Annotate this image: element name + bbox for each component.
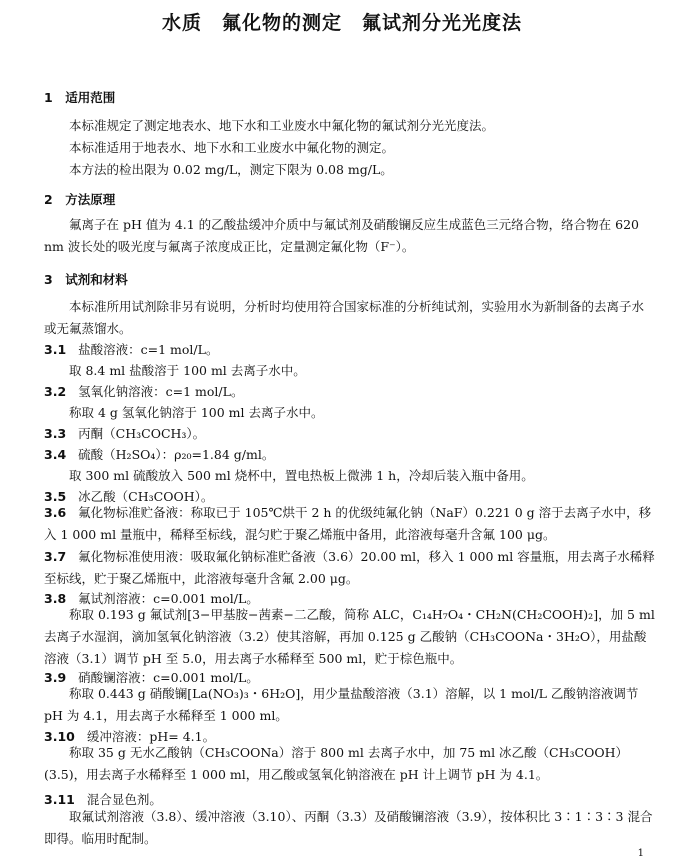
reagents-intro: 本标准所用试剂除非另有说明，分析时均使用符合国家标准的分析纯试剂，实验用水为新制备的去离子水或无氟蒸馏水。 (44, 299, 645, 336)
section-heading-scope: 1 适用范围 (44, 90, 116, 105)
principle-paragraph: 氟离子在 pH 值为 4.1 的乙酸盐缓冲介质中与氟试剂及硝酸镧反应生成蓝色三元络合物，络合物在 620 nm 波长处的吸光度与氟离子浓度成正比，定量测定氟化物（F⁻）。 (44, 217, 640, 254)
item-3-1-body: 取 8.4 ml 盐酸溶于 100 ml 去离子水中。 (69, 363, 306, 378)
scope-line-2: 本标准适用于地表水、地下水和工业废水中氟化物的测定。 (69, 140, 395, 155)
page-number: 1 (637, 848, 644, 859)
item-3-8-body: 称取 0.193 g 氟试剂[3−甲基胺−茜素−二乙酸，简称 ALC，C₁₄H₇O₄・CH₂N(CH₂COOH)₂]，加 5 ml 去离子水湿润，滴加氢氧化钠溶液（3.2）使其溶解，再加 0.125 g 乙酸钠（CH₃COONa・3H₂O），用盐酸溶液（3.1）调节 pH 至 5.0，用去离子水稀释至 500 ml，贮于棕色瓶中。 (44, 607, 655, 666)
item-3-9-body: 称取 0.443 g 硝酸镧[La(NO₃)₃・6H₂O]，用少量盐酸溶液（3.1）溶解，以 1 mol/L 乙酸钠溶液调节 pH 为 4.1，用去离子水稀释至 1 000 ml。 (44, 686, 639, 723)
item-3-4-body: 取 300 ml 硫酸放入 500 ml 烧杯中，置电热板上微沸 1 h，冷却后装入瓶中备用。 (69, 468, 534, 483)
scope-line-1: 本标准规定了测定地表水、地下水和工业废水中氟化物的氟试剂分光光度法。 (69, 118, 495, 133)
document-title: 水质 氟化物的测定 氟试剂分光光度法 (161, 12, 522, 34)
item-3-9: 3.9 硝酸镧溶液：c=0.001 mol/L。 (44, 670, 259, 685)
section-heading-principle: 2 方法原理 (44, 192, 116, 207)
item-3-3: 3.3 丙酮（CH₃COCH₃）。 (44, 426, 206, 441)
item-3-4: 3.4 硫酸（H₂SO₄）：ρ₂₀=1.84 g/ml。 (44, 447, 275, 462)
item-3-6: 3.6 氟化物标准贮备液：称取已于 105℃烘干 2 h 的优级纯氟化钠（NaF）0.221 0 g 溶于去离子水中，移入 1 000 ml 量瓶中，稀释至标线，混匀贮于聚乙烯瓶中备用，此溶液每毫升含氟 100 μg。 (44, 505, 652, 542)
item-3-11-body: 取氟试剂溶液（3.8）、缓冲溶液（3.10）、丙酮（3.3）及硝酸镧溶液（3.9），按体积比 3∶1∶3∶3 混合即得。临用时配制。 (44, 809, 653, 846)
item-3-8: 3.8 氟试剂溶液：c=0.001 mol/L。 (44, 591, 259, 606)
item-3-7: 3.7 氟化物标准使用液：吸取氟化钠标准贮备液（3.6）20.00 ml，移入 1 000 ml 容量瓶，用去离子水稀释至标线，贮于聚乙烯瓶中，此溶液每毫升含氟 2.00 μg。 (44, 549, 655, 586)
scope-line-3: 本方法的检出限为 0.02 mg/L，测定下限为 0.08 mg/L。 (69, 162, 393, 177)
section-heading-reagents: 3 试剂和材料 (44, 272, 128, 287)
item-3-1: 3.1 盐酸溶液：c=1 mol/L。 (44, 342, 219, 357)
item-3-2: 3.2 氢氧化钠溶液：c=1 mol/L。 (44, 384, 244, 399)
item-3-10: 3.10 缓冲溶液：pH= 4.1。 (44, 729, 216, 744)
item-3-11: 3.11 混合显色剂。 (44, 792, 162, 807)
item-3-10-body: 称取 35 g 无水乙酸钠（CH₃COONa）溶于 800 ml 去离子水中，加 75 ml 冰乙酸（CH₃COOH）(3.5)，用去离子水稀释至 1 000 ml，用乙酸或氢氧化钠溶液在 pH 计上调节 pH 为 4.1。 (44, 745, 628, 782)
item-3-2-body: 称取 4 g 氢氧化钠溶于 100 ml 去离子水中。 (69, 405, 324, 420)
item-3-5: 3.5 冰乙酸（CH₃COOH）。 (44, 489, 214, 504)
